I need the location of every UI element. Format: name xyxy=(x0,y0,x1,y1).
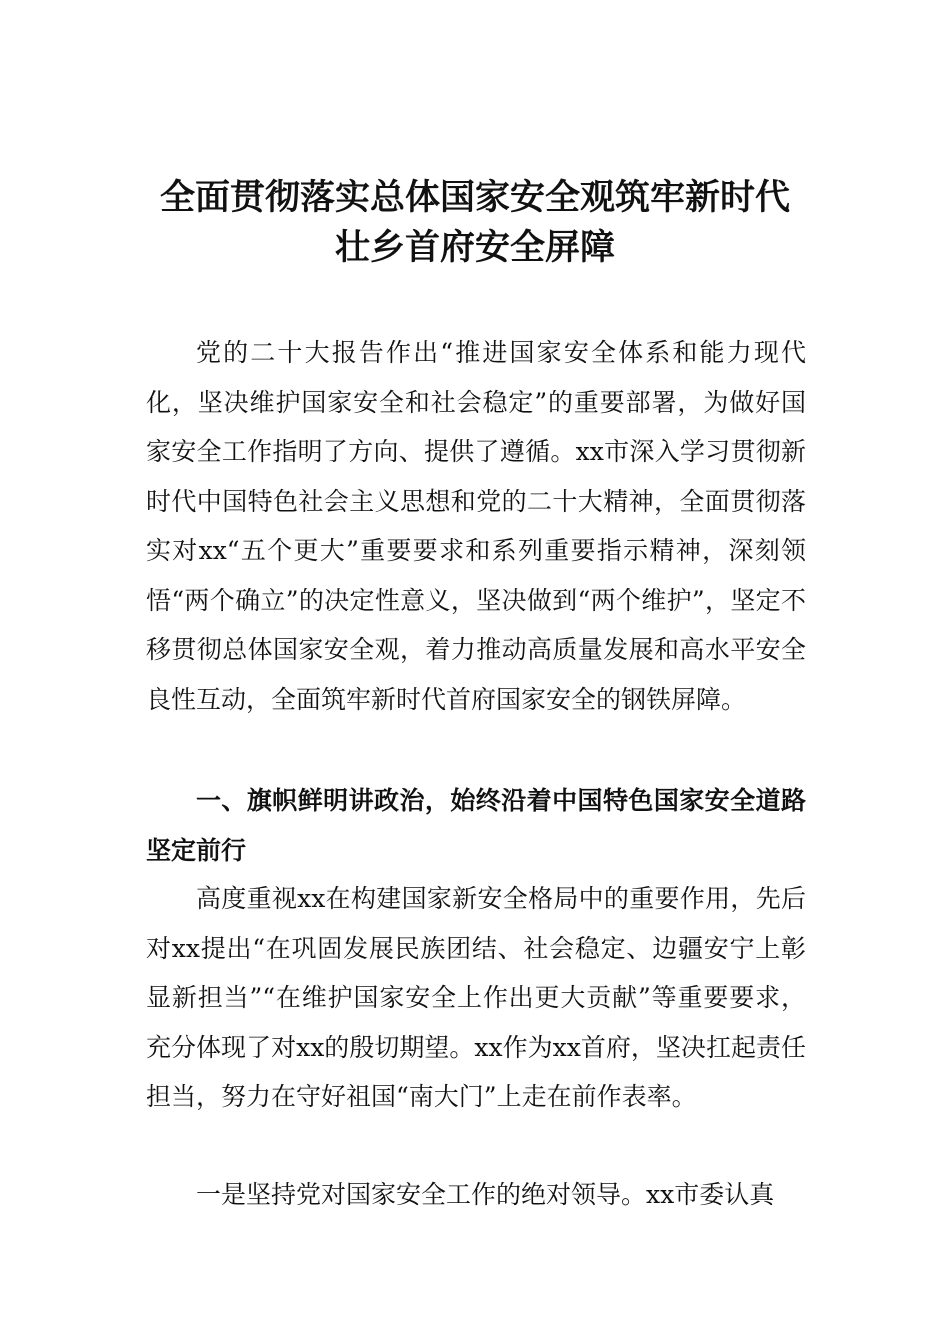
section-heading-1: 一、旗帜鲜明讲政治，始终沿着中国特色国家安全道路坚定前行 xyxy=(146,786,806,865)
document-title-line-2: 壮乡首府安全屏障 xyxy=(334,227,615,268)
section1-paragraph: 高度重视xx在构建国家新安全格局中的重要作用，先后对xx提出“在巩固发展民族团结、社会稳定、边疆安宁上彰显新担当”“在维护国家安全上作出更大贡献”等重要要求，充分体现了对xx的殷切期望。xx作为xx首府，坚决扛起责任担当，努力在守好祖国“南大门”上走在前作表率。 xyxy=(146,884,806,1111)
intro-paragraph: 党的二十大报告作出“推进国家安全体系和能力现代化，坚决维护国家安全和社会稳定”的重要部署，为做好国家安全工作指明了方向、提供了遵循。xx市深入学习贯彻新时代中国特色社会主义思想和党的二十大精神，全面贯彻落实对xx“五个更大”重要要求和系列重要指示精神，深刻领悟“两个确立”的决定性意义，坚决做到“两个维护”，坚定不移贯彻总体国家安全观，着力推动高质量发展和高水平安全良性互动，全面筑牢新时代首府国家安全的钢铁屏障。 xyxy=(146,338,806,714)
document-title-line-1: 全面贯彻落实总体国家安全观筑牢新时代 xyxy=(159,177,790,218)
point-one-paragraph: 一是坚持党对国家安全工作的绝对领导。xx市委认真 xyxy=(196,1180,775,1209)
